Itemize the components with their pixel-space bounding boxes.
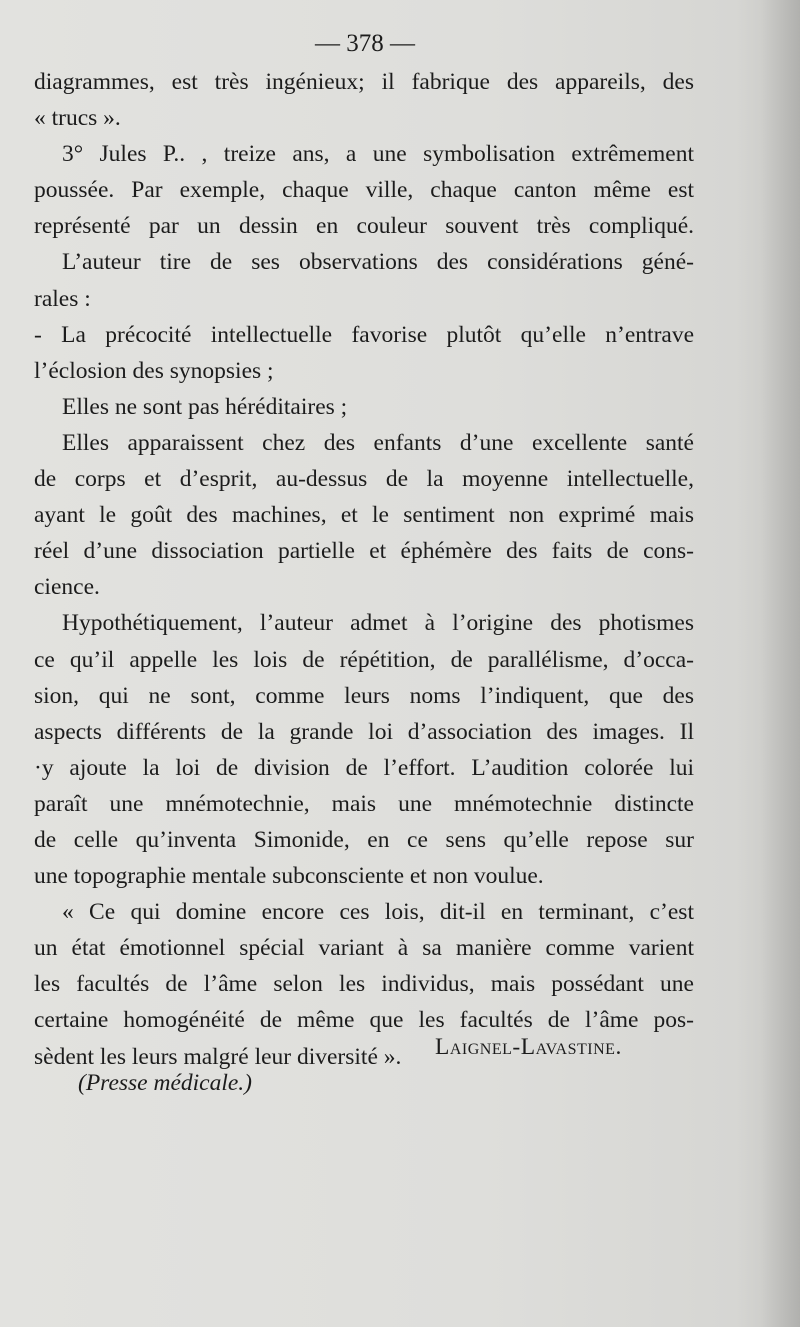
author-signature: Laignel-Lavastine. [435,1034,622,1060]
text-line: diagrammes, est très ingénieux; il fabrique des appareils, des [34,69,694,95]
text-line: réel d’une dissociation partielle et éphémère des faits de cons- [34,538,694,565]
text-line: aspects différents de la grande loi d’association des images. Il [34,718,694,745]
page-number: — 378 — [315,30,415,57]
text-line: Elles ne sont pas héréditaires ; [62,393,348,420]
text-line: ce qu’il appelle les lois de répétition, de parallélisme, d’occa- [34,646,694,673]
text-line: ·y ajoute la loi de division de l’effort. L’audition colorée lui [34,754,694,781]
text-line: Elles apparaissent chez des enfants d’une excellente santé [62,429,694,456]
text-line: « Ce qui domine encore ces lois, dit-il en terminant, c’est [62,899,694,926]
text-line: un état émotionnel spécial variant à sa manière comme varient [34,935,694,962]
text-line: paraît une mnémotechnie, mais une mnémotechnie distincte [34,790,694,817]
text-line: ayant le goût des machines, et le sentiment non exprimé mais [34,502,694,529]
text-line: poussée. Par exemple, chaque ville, chaque canton même est [34,177,694,204]
text-line: l’éclosion des synopsies ; [34,357,274,384]
text-line: sion, qui ne sont, comme leurs noms l’indiquent, que des [34,682,694,709]
text-line: rales : [34,285,91,312]
text-line: 3° Jules P.. , treize ans, a une symbolisation extrêmement [62,141,694,168]
text-line: de celle qu’inventa Simonide, en ce sens qu’elle repose sur [34,826,694,853]
text-line: de corps et d’esprit, au-dessus de la moyenne intellectuelle, [34,466,694,493]
text-line: L’auteur tire de ses observations des considérations géné- [62,249,694,276]
text-line: certaine homogénéité de même que les facultés de l’âme pos- [34,1007,694,1034]
body-text [34,64,694,1075]
text-line: sèdent les leurs malgré leur diversité ». [34,1043,402,1070]
text-line: cience. [34,574,100,601]
text-line: - La précocité intellectuelle favorise plutôt qu’elle n’entrave [34,321,694,348]
source-citation: (Presse médicale.) [78,1070,253,1096]
text-line: Hypothétiquement, l’auteur admet à l’origine des photismes [62,610,694,637]
text-line: les facultés de l’âme selon les individus, mais possédant une [34,971,694,998]
page-edge-shadow [760,0,800,1327]
text-line: « trucs ». [34,105,121,132]
text-line: représenté par un dessin en couleur souvent très compliqué. [34,213,694,240]
text-line: une topographie mentale subconsciente et non voulue. [34,863,544,890]
